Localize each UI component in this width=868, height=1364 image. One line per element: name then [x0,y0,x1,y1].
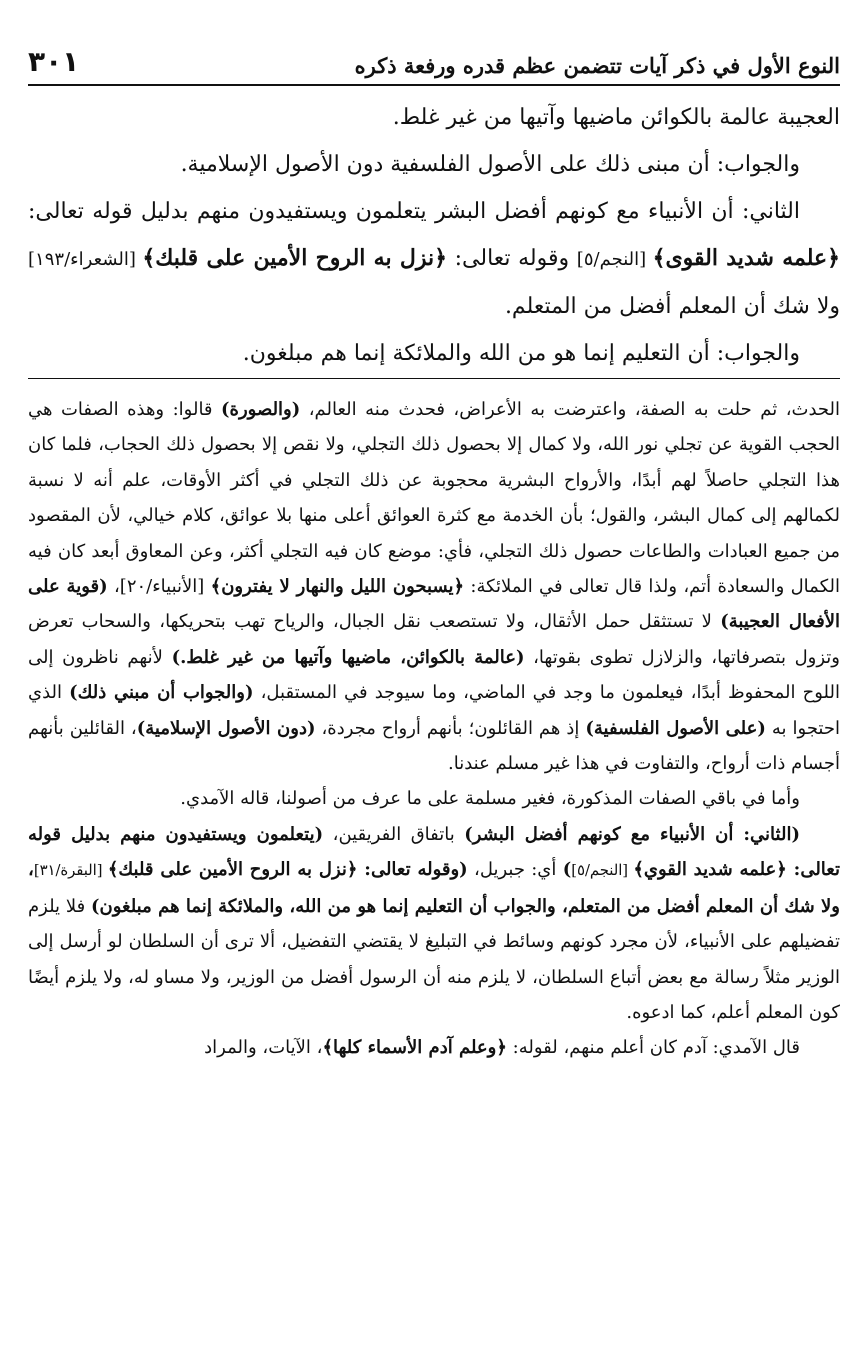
page-header [28,34,840,78]
quran-quote: ﴿علمه شديد القوي﴾ [633,859,787,881]
commentary-text-span: قالوا: وهذه الصفات هي الحجب القوية عن تجلي نور الله، ولا كمال إلا بحصول ذلك التجلي، ولا نقص إلا بحصول ذلك الحجاب، فلما كان هذا التجلي حاصلاً لهم أبدًا، والأرواح البشرية محجوبة عن ذلك التجلي في أكثر الأوقات، علم أنه لا نسبة لكمالهم إلى كمال البشر، والقول؛ بأن الخدمة مع كثرة العوائق أعلى منها بلا عوائق، كلام خيالي، لأن المقصود من جميع العبادات والطاعات حصول ذلك التجلي، فأي: موضع كان فيه التجلي أكثر، وعن المعاوق أبعد كان فيه الكمال والسعادة أتم، ولذا قال تعالى في الملائكة: [28,399,841,598]
commentary-lemma: (والصورة) [221,399,301,420]
quran-quote: ﴿يسبحون الليل والنهار لا يفترون﴾ [210,576,465,598]
main-paragraph-3 [28,188,840,330]
page-number: ٣٠١ [28,45,80,78]
commentary-text-span: ، القائلين بأنهم أجسام ذات أرواح، والتفاوت في هذا غير مسلم عندنا. [28,717,840,775]
main-p1-text: العجيبة عالمة بالكوائن ماضيها وآتيها من غير غلط. [392,105,840,130]
commentary-paragraph-2 [28,781,840,816]
commentary-lemma: (على الأصول الفلسفية) [585,717,766,739]
main-p2-text: والجواب: أن مبنى ذلك على الأصول الفلسفية دون الأصول الإسلامية. [180,152,800,177]
commentary-text-span: فلا يلزم تفضيلهم على الأنبياء، لأن مجرد كونهم وسائط في التبليغ لا يقتضي التفضيل، ألا ترى أن السلطان لو أرسل إلى الوزير مثلاً رسالة مع بعض أتباع السلطان، لا يلزم منه أن الرسول أفضل من الوزير، ولا مساو له، ولا يلزم أيضًا كون المعلم أعلم، كما ادعوه. [28,895,841,1023]
commentary-lemma: (عالمة بالكوائن، ماضيها وآتيها من غير غلط.) [171,646,525,668]
commentary-paragraph-4 [28,1030,840,1065]
commentary-text [28,392,840,1066]
commentary-lemma: ، ولا شك أن المعلم أفضل من المتعلم، والجواب أن التعليم إنما هو من الله، والملائكة إنما هم مبلغون) [28,859,840,917]
commentary-paragraph-1 [28,392,840,781]
quran-quote: ﴿وعلم آدم الأسماء كلها﴾ [322,1037,507,1059]
running-title: النوع الأول في ذكر آيات تتضمن عظم قدره ورفعة ذكره [354,53,840,78]
commentary-text-span: لأنهم ناظرون إلى اللوح المحفوظ أبدًا، فيعلمون ما وجد في الماضي، وما سيوجد في المستقبل، [28,646,840,704]
main-paragraph-1 [28,94,840,141]
commentary-text-span: إذ هم القائلون؛ بأنهم أرواح مجردة، [315,717,586,739]
verse-reference: [النجم/٥] [576,249,653,270]
commentary-text-span: قال الآمدي: آدم كان أعلم منهم، لقوله: [506,1037,800,1059]
commentary-lemma: (والجواب أن مبني ذلك) [69,682,254,704]
commentary-lemma: ) [562,859,572,881]
commentary-lemma: (يتعلمون ويستفيدون منهم بدليل قوله تعالى: [28,823,840,881]
main-paragraph-2 [28,141,840,188]
main-p3-text-b: وقوله تعالى: [447,246,577,271]
header-rule [28,84,840,86]
commentary-text-span: لا تستثقل حمل الأثقال، ولا تستصعب نقل الجبال، والرياح تهب بتحريكها، والسحاب تعرض وتزول بتصرفاتها، والزلازل تطوى بقوتها، [28,611,840,668]
commentary-text-span: وأما في باقي الصفات المذكورة، فغير مسلمة على ما عرف من أصولنا، قاله الآمدي. [180,788,800,810]
quran-quote: ﴿علمه شديد القوى﴾ [652,245,841,271]
commentary-lemma: (قوية على الأفعال العجيبة) [28,576,840,633]
verse-reference: [الأنبياء/٢٠]، [107,576,211,598]
commentary-text-span: أي: جبريل، [467,859,563,881]
commentary-text-span: الحدث، ثم حلت به الصفة، واعترضت به الأعراض، فحدث منه العالم، [300,399,841,420]
main-text [28,94,840,377]
commentary-text-span: ، الآيات، والمراد [204,1037,323,1059]
separator-rule [28,378,840,379]
main-p3-text-a: الثاني: أن الأنبياء مع كونهم أفضل البشر يتعلمون ويستفيدون منهم بدليل قوله تعالى: [28,199,800,224]
main-p3-text-c: ولا شك أن المعلم أفضل من المتعلم. [504,294,840,319]
commentary-lemma: (وقوله تعالى: ﴿نزل به الروح الأمين على قلبك﴾ [107,859,468,881]
quran-quote: ﴿نزل به الروح الأمين على قلبك﴾ [142,245,448,271]
verse-reference: [النجم/٥] [571,862,634,880]
verse-reference: [الشعراء/١٩٣] [28,249,143,270]
commentary-paragraph-3 [28,817,840,1030]
main-p4-text: والجواب: أن التعليم إنما هو من الله والملائكة إنما هم مبلغون. [242,341,800,366]
commentary-lemma: (الثاني: أن الأنبياء مع كونهم أفضل البشر) [464,823,800,845]
main-paragraph-4 [28,330,840,377]
commentary-lemma: (دون الأصول الإسلامية) [136,717,316,739]
commentary-text-span: باتفاق الفريقين، [323,823,465,845]
verse-reference: [البقرة/٣١] [33,862,108,880]
commentary-text-span: الذي احتجوا به [28,682,840,739]
